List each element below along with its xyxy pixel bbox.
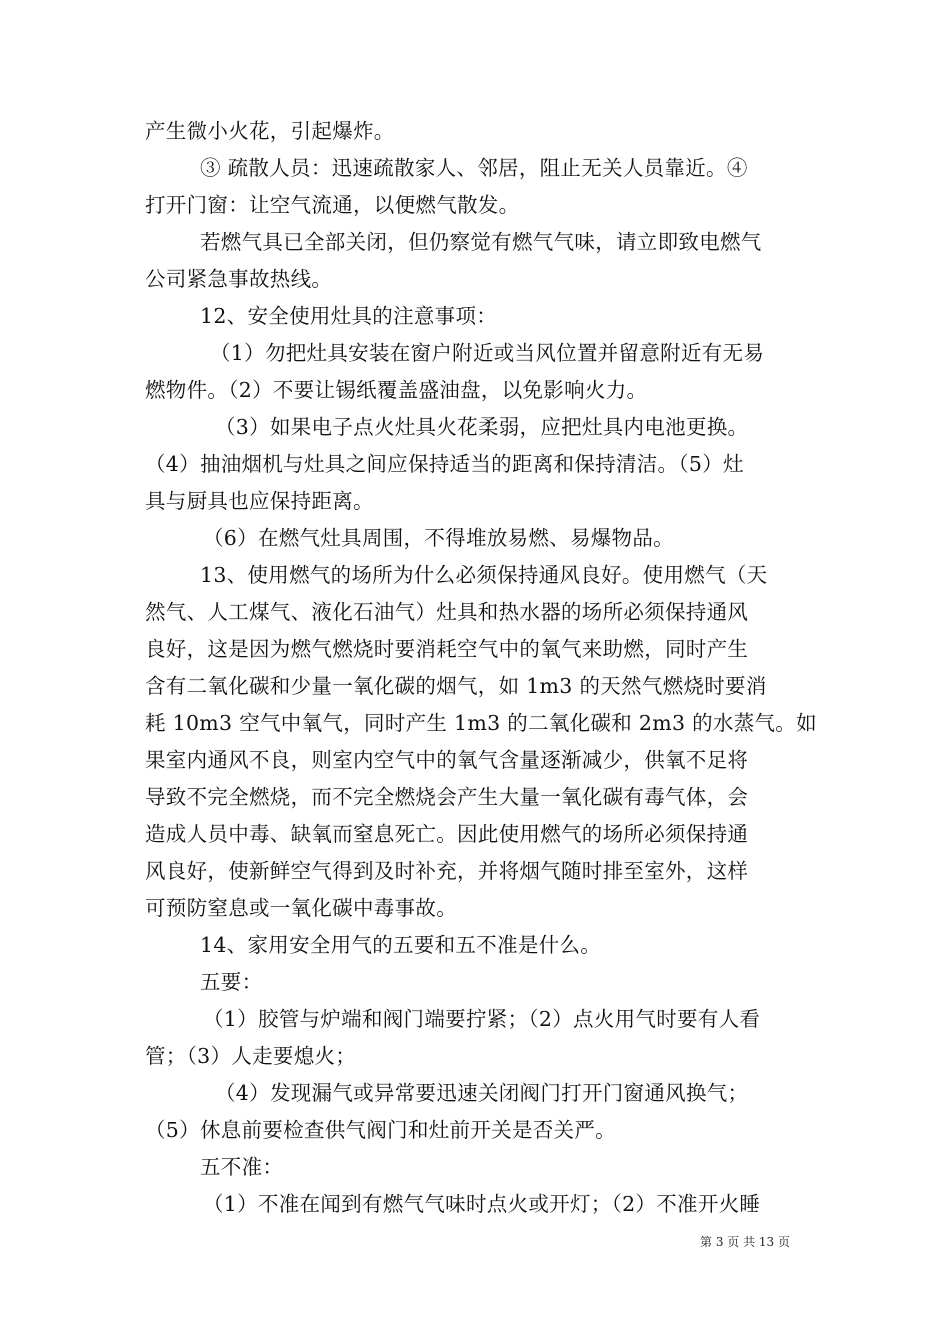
text-line: 打开门窗：让空气流通，以便燃气散发。 — [145, 193, 520, 217]
text-line: （6）在燃气灶具周围，不得堆放易燃、易爆物品。 — [203, 526, 674, 550]
text-line: 管；（3）人走要熄火； — [145, 1044, 357, 1068]
text-line: 公司紧急事故热线。 — [145, 267, 333, 291]
text-line: 产生微小火花，引起爆炸。 — [145, 119, 395, 143]
subheading: 五要： — [200, 970, 263, 994]
text-line: 造成人员中毒、缺氧而窒息死亡。因此使用燃气的场所必须保持通 — [145, 822, 749, 846]
text-line: （3）如果电子点火灶具火花柔弱，应把灶具内电池更换。 — [215, 415, 749, 439]
text-line: 导致不完全燃烧，而不完全燃烧会产生大量一氧化碳有毒气体，会 — [145, 785, 749, 809]
subheading: 五不准： — [200, 1155, 284, 1179]
text-line: 风良好，使新鲜空气得到及时补充，并将烟气随时排至室外，这样 — [145, 859, 749, 883]
section-heading: 13、使用燃气的场所为什么必须保持通风良好。使用燃气（天 — [200, 563, 768, 587]
text-line: 良好，这是因为燃气燃烧时要消耗空气中的氧气来助燃，同时产生 — [145, 637, 749, 661]
page-number: 第 3 页 共 13 页 — [700, 1235, 790, 1249]
text-line: 然气、人工煤气、液化石油气）灶具和热水器的场所必须保持通风 — [145, 600, 749, 624]
text-line: 若燃气具已全部关闭，但仍察觉有燃气气味，请立即致电燃气 — [200, 230, 762, 254]
document-body — [145, 113, 817, 1223]
text-line: （1）胶管与炉端和阀门端要拧紧；（2）点火用气时要有人看 — [203, 1007, 761, 1031]
text-line: （5）休息前要检查供气阀门和灶前开关是否关严。 — [145, 1118, 616, 1142]
text-line: 可预防窒息或一氧化碳中毒事故。 — [145, 896, 457, 920]
text-line: 具与厨具也应保持距离。 — [145, 489, 374, 513]
text-line: 果室内通风不良，则室内空气中的氧气含量逐渐减少，供氧不足将 — [145, 748, 749, 772]
text-line: 含有二氧化碳和少量一氧化碳的烟气，如 1m3 的天然气燃烧时要消 — [145, 674, 767, 698]
text-line: （4）抽油烟机与灶具之间应保持适当的距离和保持清洁。（5）灶 — [145, 452, 744, 476]
text-line: ③ 疏散人员：迅速疏散家人、邻居，阻止无关人员靠近。④ — [200, 156, 748, 180]
text-line: （1）勿把灶具安装在窗户附近或当风位置并留意附近有无易 — [210, 341, 765, 365]
text-line: 耗 10m3 空气中氧气，同时产生 1m3 的二氧化碳和 2m3 的水蒸气。如 — [145, 711, 817, 735]
section-heading: 14、家用安全用气的五要和五不准是什么。 — [200, 933, 602, 957]
section-heading: 12、安全使用灶具的注意事项： — [200, 304, 498, 328]
text-line: 燃物件。（2）不要让锡纸覆盖盛油盘，以免影响火力。 — [145, 378, 648, 402]
text-line: （1）不准在闻到有燃气气味时点火或开灯；（2）不准开火睡 — [203, 1192, 761, 1216]
text-line: （4）发现漏气或异常要迅速关闭阀门打开门窗通风换气； — [215, 1081, 749, 1105]
